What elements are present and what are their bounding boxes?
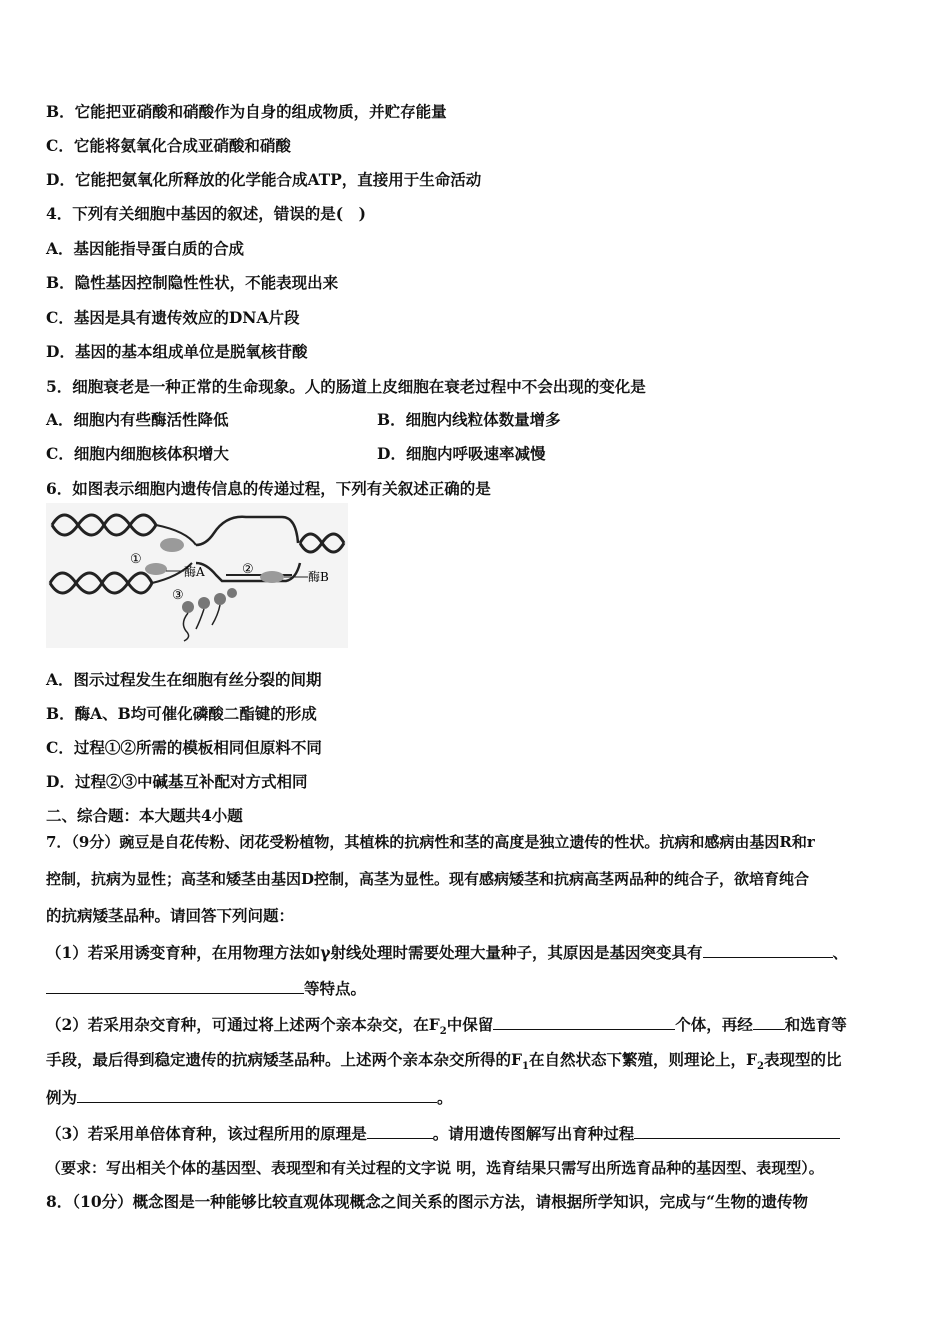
q7-p2-text-c: 个体，再经: [675, 1015, 753, 1034]
q4-option-d: D．基因的基本组成单位是脱氧核苷酸: [46, 342, 308, 361]
q7-p2-text-a: （2）若采用杂交育种，可通过将上述两个亲本杂交，在F: [46, 1015, 440, 1034]
q5-stem: 5．细胞衰老是一种正常的生命现象。人的肠道上皮细胞在衰老过程中不会出现的变化是: [46, 377, 646, 396]
q5-option-d: D．细胞内呼吸速率减慢: [377, 444, 546, 463]
label-process-1: ①: [130, 552, 142, 567]
q7-part-2: [46, 1013, 847, 1042]
figure-svg: [46, 503, 348, 648]
q4-option-b: B．隐性基因控制隐性性状，不能表现出来: [46, 273, 339, 292]
q6-option-d: D．过程②③中碱基互补配对方式相同: [46, 772, 308, 791]
q7-p1-text-a: （1）若采用诱变育种，在用物理方法如γ射线处理时需要处理大量种子，其原因是基因突变具有: [46, 943, 703, 962]
ribosome-4: [227, 588, 237, 598]
q7-p2l2-text-b: 在自然状态下繁殖，则理论上，F: [528, 1050, 757, 1069]
ribosome-2: [198, 597, 210, 609]
q7-blank-5[interactable]: [77, 1086, 437, 1103]
q3-option-c: C．它能将氨氧化合成亚硝酸和硝酸: [46, 136, 291, 155]
q4-option-a: A．基因能指导蛋白质的合成: [46, 239, 245, 258]
q7-blank-3[interactable]: [493, 1013, 675, 1030]
label-enzyme-b: 酶B: [308, 570, 329, 584]
q4-option-c: C．基因是具有遗传效应的DNA片段: [46, 308, 300, 327]
enzyme-b-blob: [260, 571, 284, 583]
q8-line-1: 8．（10分）概念图是一种能够比较直观体现概念之间关系的图示方法，请根据所学知识，完成与“生物的遗传物: [46, 1192, 809, 1211]
q5-option-b: B．细胞内线粒体数量增多: [377, 410, 561, 429]
q7-p2-text-b: 中保留: [446, 1015, 494, 1034]
q7-blank-2[interactable]: [46, 977, 304, 994]
q4-stem: 4．下列有关细胞中基因的叙述，错误的是( ): [46, 204, 366, 223]
q3-option-b: B．它能把亚硝酸和硝酸作为自身的组成物质，并贮存能量: [46, 102, 447, 121]
label-process-3: ③: [172, 588, 184, 603]
q7-p3-text-b: 。请用遗传图解写出育种过程: [432, 1124, 635, 1143]
q7-part-1: [46, 941, 848, 963]
q7-p3-text-a: （3）若采用单倍体育种，该过程所用的原理是: [46, 1124, 367, 1143]
q7-p2-text-d: 和选育等: [784, 1015, 847, 1034]
q5-option-c: C．细胞内细胞核体积增大: [46, 444, 229, 463]
q7-part-2-line-2: [46, 1050, 841, 1077]
q7-blank-7[interactable]: [634, 1122, 840, 1139]
q7-part-3: [46, 1122, 840, 1144]
q7-p2l2-sub1: 1: [522, 1061, 529, 1073]
ribosome-1: [182, 601, 194, 613]
q7-part-3-line-2: （要求：写出相关个体的基因型、表现型和有关过程的文字说 明，选育结果只需写出所选育品种的基因型、表现型）。: [46, 1159, 824, 1177]
enzyme-a-blob: [145, 563, 167, 575]
q7-blank-6[interactable]: [367, 1122, 433, 1139]
q7-line-2: 控制，抗病为显性；高茎和矮茎由基因D控制，高茎为显性。现有感病矮茎和抗病高茎两品种的纯合子，欲培育纯合: [46, 870, 810, 888]
label-process-2: ②: [242, 562, 254, 577]
q7-p2l2-text-c: 表现型的比: [763, 1050, 842, 1069]
q7-p2l2-sub2: 2: [757, 1061, 764, 1073]
section-title: 二、综合题：本大题共4小题: [46, 806, 243, 825]
q7-p2l2-text-a: 手段，最后得到稳定遗传的抗病矮茎品种。上述两个亲本杂交所得的F: [46, 1050, 523, 1069]
q7-blank-4[interactable]: [753, 1013, 785, 1030]
dna-replication-transcription-figure: [46, 503, 348, 648]
label-enzyme-a: 酶A: [184, 565, 205, 579]
q5-option-a: A．细胞内有些酶活性降低: [46, 410, 229, 429]
q7-p2-sub: 2: [439, 1026, 447, 1038]
q6-option-a: A．图示过程发生在细胞有丝分裂的间期: [46, 670, 322, 689]
q6-option-b: B．酶A、B均可催化磷酸二酯键的形成: [46, 704, 317, 723]
q7-p1-text-b: 、: [832, 943, 849, 962]
q7-line-1: 7．（9分）豌豆是自花传粉、闭花受粉植物，其植株的抗病性和茎的高度是独立遗传的性状。抗病和感病由基因R和r: [46, 833, 815, 851]
q7-p2l3-text-b: 。: [437, 1088, 453, 1107]
q6-option-c: C．过程①②所需的模板相同但原料不同: [46, 738, 322, 757]
q7-p2l3-text-a: 例为: [46, 1088, 78, 1107]
q7-part-1-cont: [46, 977, 366, 999]
q6-stem: 6．如图表示细胞内遗传信息的传递过程，下列有关叙述正确的是: [46, 479, 491, 498]
q7-blank-1[interactable]: [703, 941, 833, 958]
q3-option-d: D．它能把氨氧化所释放的化学能合成ATP，直接用于生命活动: [46, 170, 482, 189]
q7-p1-text-c: 等特点。: [304, 979, 367, 998]
q7-part-2-line-3: [46, 1086, 453, 1108]
q7-line-3: 的抗病矮茎品种。请回答下列问题：: [46, 906, 295, 925]
enzyme-blob-1: [160, 538, 184, 552]
ribosome-3: [214, 593, 226, 605]
